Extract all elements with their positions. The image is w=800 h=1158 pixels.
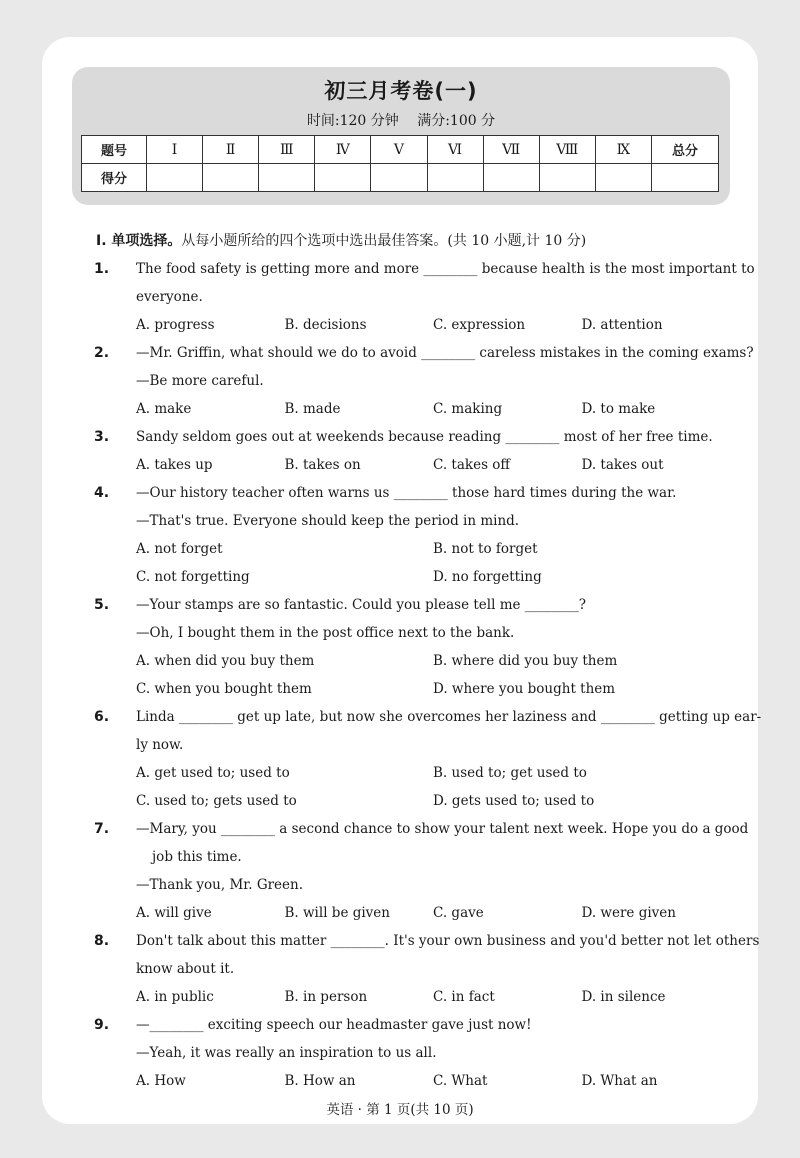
question — [94, 479, 730, 591]
option-b: B. takes on — [284, 457, 361, 473]
question — [94, 423, 730, 479]
score-cell — [427, 164, 483, 192]
question — [94, 927, 760, 1011]
question-text: —That's true. Everyone should keep the period in mind. — [136, 513, 520, 529]
exam-header — [72, 67, 730, 205]
options — [94, 311, 730, 339]
option-b: B. made — [284, 401, 341, 417]
option-a: A. progress — [136, 317, 215, 333]
question-text: —Oh, I bought them in the post office next to the bank. — [136, 625, 515, 641]
option-d: D. in silence — [581, 989, 666, 1005]
option-d: D. attention — [581, 317, 663, 333]
option-c: C. making — [433, 401, 503, 417]
question-text: The food safety is getting more and more ________ because health is the most important to — [136, 261, 755, 277]
option-a: A. when did you buy them — [136, 653, 315, 669]
question-text: —Our history teacher often warns us ________ those hard times during the war. — [136, 485, 677, 501]
options — [94, 759, 730, 787]
question-text: —Mr. Griffin, what should we do to avoid ________ careless mistakes in the coming exams? — [136, 345, 754, 361]
score-col-8: Ⅷ — [539, 136, 595, 164]
option-c: C. expression — [433, 317, 526, 333]
option-b: B. where did you buy them — [433, 653, 618, 669]
question-text: job this time. — [152, 849, 242, 865]
question-text: —Your stamps are so fantastic. Could you please tell me ________? — [136, 597, 587, 613]
option-b: B. decisions — [284, 317, 367, 333]
score-table-score-row — [82, 164, 719, 192]
option-d: D. takes out — [581, 457, 664, 473]
exam-content — [94, 227, 762, 1095]
question — [94, 815, 749, 927]
question-text: —Yeah, it was really an inspiration to us all. — [136, 1045, 437, 1061]
options — [94, 675, 730, 703]
exam-title: 初三月考卷(一) — [324, 79, 478, 103]
score-col-1: Ⅰ — [147, 136, 203, 164]
option-c: C. used to; gets used to — [136, 793, 297, 809]
page-footer: 英语 · 第 1 页(共 10 页) — [326, 1102, 474, 1118]
option-a: A. in public — [136, 989, 214, 1005]
score-col-2: Ⅱ — [203, 136, 259, 164]
option-c: C. gave — [433, 905, 484, 921]
exam-full-score: 满分:100 分 — [417, 113, 496, 129]
exam-page — [42, 37, 762, 1124]
option-d: D. were given — [581, 905, 676, 921]
question — [94, 703, 762, 815]
options — [94, 787, 730, 815]
options — [94, 395, 730, 423]
question-number: 3. — [94, 429, 110, 445]
option-d: D. no forgetting — [433, 569, 542, 585]
option-b: B. not to forget — [433, 541, 538, 557]
option-d: D. where you bought them — [433, 681, 616, 697]
score-table — [81, 135, 719, 192]
question-text: —Mary, you ________ a second chance to show your talent next week. Hope you do a good — [136, 821, 749, 837]
question-number: 6. — [94, 709, 110, 725]
score-cell — [539, 164, 595, 192]
option-a: A. get used to; used to — [136, 765, 290, 781]
score-cell — [483, 164, 539, 192]
question-text: everyone. — [136, 289, 203, 305]
score-cell — [595, 164, 651, 192]
score-col-9: Ⅸ — [595, 136, 651, 164]
score-cell — [147, 164, 203, 192]
options — [94, 647, 730, 675]
option-a: A. will give — [136, 905, 212, 921]
score-label: 得分 — [82, 164, 147, 192]
option-d: D. What an — [581, 1073, 658, 1089]
question-number: 2. — [94, 345, 110, 361]
option-a: A. How — [136, 1073, 186, 1089]
question-number-label: 题号 — [82, 136, 147, 164]
options — [94, 899, 730, 927]
score-col-5: Ⅴ — [371, 136, 427, 164]
option-a: A. make — [136, 401, 192, 417]
option-b: B. used to; get used to — [433, 765, 587, 781]
option-c: C. when you bought them — [136, 681, 312, 697]
question-text: Don't talk about this matter ________. It's your own business and you'd better not let others — [136, 933, 760, 949]
option-c: C. What — [433, 1073, 488, 1089]
total-label: 总分 — [652, 136, 719, 164]
options — [94, 1067, 730, 1095]
score-col-6: Ⅵ — [427, 136, 483, 164]
option-b: B. in person — [284, 989, 368, 1005]
question-number: 7. — [94, 821, 110, 837]
question-number: 8. — [94, 933, 110, 949]
option-c: C. takes off — [433, 457, 511, 473]
score-cell — [315, 164, 371, 192]
options — [94, 535, 730, 563]
score-cell — [371, 164, 427, 192]
question-number: 9. — [94, 1017, 110, 1033]
question-text: —________ exciting speech our headmaster gave just now! — [136, 1017, 532, 1033]
exam-meta — [72, 110, 730, 130]
question-number: 4. — [94, 485, 110, 501]
option-b: B. will be given — [284, 905, 390, 921]
option-d: D. gets used to; used to — [433, 793, 595, 809]
question — [94, 339, 754, 423]
score-col-3: Ⅲ — [259, 136, 315, 164]
exam-time: 时间:120 分钟 — [306, 113, 399, 129]
question-text: Linda ________ get up late, but now she overcomes her laziness and ________ getting up ear- — [136, 709, 762, 725]
question — [94, 1011, 730, 1095]
question — [94, 591, 730, 703]
question — [94, 255, 755, 339]
question-text: Sandy seldom goes out at weekends because reading ________ most of her free time. — [136, 429, 713, 445]
option-a: A. takes up — [136, 457, 213, 473]
score-cell — [259, 164, 315, 192]
score-table-header-row — [82, 136, 719, 164]
total-score-cell — [652, 164, 719, 192]
score-cell — [203, 164, 259, 192]
options — [94, 983, 730, 1011]
option-c: C. not forgetting — [136, 569, 250, 585]
option-c: C. in fact — [433, 989, 495, 1005]
question-text: know about it. — [136, 961, 235, 977]
question-text: ly now. — [136, 737, 184, 753]
question-number: 1. — [94, 261, 110, 277]
score-col-7: Ⅶ — [483, 136, 539, 164]
question-number: 5. — [94, 597, 110, 613]
question-text: —Be more careful. — [136, 373, 264, 389]
option-a: A. not forget — [136, 541, 223, 557]
options — [94, 451, 730, 479]
score-col-4: Ⅳ — [315, 136, 371, 164]
option-d: D. to make — [581, 401, 656, 417]
options — [94, 563, 730, 591]
question-text: —Thank you, Mr. Green. — [136, 877, 304, 893]
section-title: Ⅰ. 单项选择。从每小题所给的四个选项中选出最佳答案。(共 10 小题,计 10 分) — [96, 233, 587, 249]
option-b: B. How an — [284, 1073, 356, 1089]
